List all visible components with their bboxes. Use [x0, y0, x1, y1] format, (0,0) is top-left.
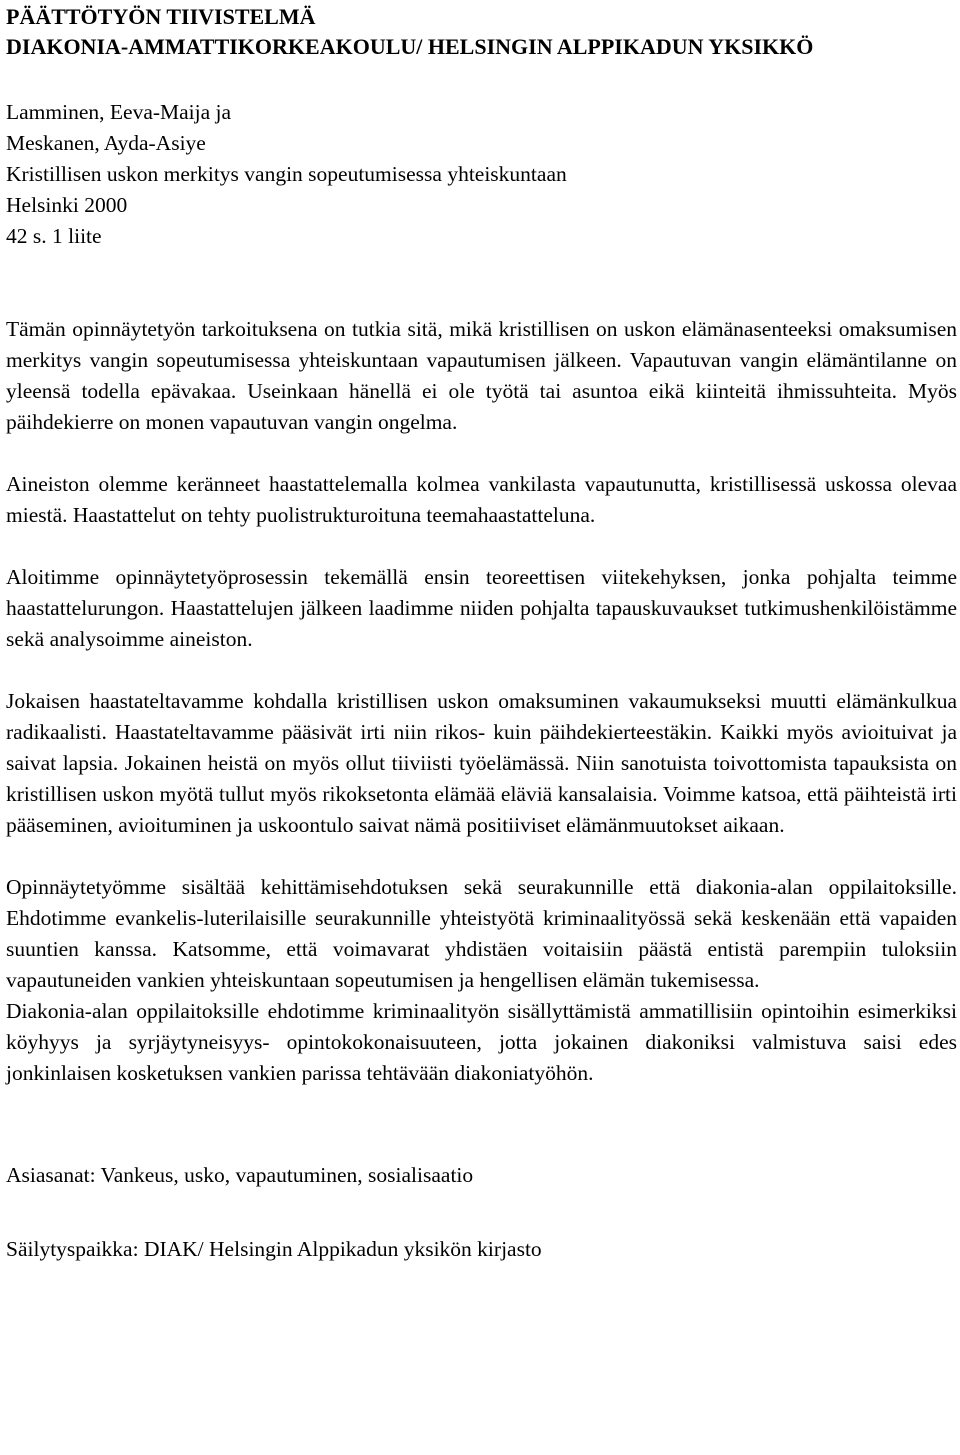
page-count: 42 s. 1 liite: [6, 224, 102, 248]
thesis-metadata: [6, 97, 957, 252]
abstract-paragraph-3: Aloitimme opinnäytetyöprosessin tekemällä ensin teoreettisen viitekehyksen, jonka pohjalta teimme haastattelurungon. Haastattelujen jälkeen laadimme niiden pohjalta tapauskuvaukset tutkimushenkilöistämme sekä analysoimme aineiston.: [6, 565, 957, 651]
heading-line-summary: PÄÄTTÖTYÖN TIIVISTELMÄ: [6, 4, 316, 29]
storage-location: Säilytyspaikka: DIAK/ Helsingin Alppikadun yksikön kirjasto: [6, 1237, 542, 1261]
abstract-paragraph-2: Aineiston olemme keränneet haastattelemalla kolmea vankilasta vapautunutta, kristillisessä uskossa olevaa miestä. Haastattelut on tehty puolistrukturoituna teemahaastatteluna.: [6, 472, 957, 527]
abstract-body: [6, 314, 957, 1089]
keywords: Asiasanat: Vankeus, usko, vapautuminen, sosialisaatio: [6, 1163, 474, 1187]
document-page: [6, 0, 957, 1265]
author-1: Lamminen, Eeva-Maija ja: [6, 100, 232, 124]
abstract-paragraph-1: Tämän opinnäytetyön tarkoituksena on tutkia sitä, mikä kristillisen on uskon elämänasenteeksi omaksumisen merkitys vangin sopeutumisessa yhteiskuntaan vapautumisen jälkeen. Vapautuvan vangin elämäntilanne on yleensä todella epävakaa. Useinkaan hänellä ei ole työtä tai asuntoa eikä kiinteitä ihmissuhteita. Myös päihdekierre on monen vapautuvan vangin ongelma.: [6, 317, 957, 434]
abstract-paragraph-4: Jokaisen haastateltavamme kohdalla kristillisen uskon omaksuminen vakaumukseksi muutti elämänkulkua radikaalisti. Haastateltavamme pääsivät irti niin rikos- kuin päihdekierteestäkin. Kaikki myös avioituivat ja saivat lapsia. Jokainen heistä on myös ollut tiiviisti työelämässä. Niin sanotuista toivottomista tapauksista on kristillisen uskon myötä tullut myös rikoksetonta elämää eläviä kansalaisia. Voimme katsoa, että päihteistä irti pääseminen, avioituminen ja uskoontulo saivat nämä positiiviset elämänmuutokset aikaan.: [6, 689, 957, 837]
place-year: Helsinki 2000: [6, 193, 128, 217]
document-heading: [6, 0, 957, 62]
abstract-paragraph-6: Diakonia-alan oppilaitoksille ehdotimme kriminaalityön sisällyttämistä ammatillisiin opintoihin esimerkiksi köyhyys ja syrjäytyneisyys- opintokokonaisuuteen, jotta jokainen diakoniksi valmistuva saisi edes jonkinlaisen kosketuksen vankien parissa tehtävään diakoniatyöhön.: [6, 999, 957, 1085]
heading-line-institution: DIAKONIA-AMMATTIKORKEAKOULU/ HELSINGIN ALPPIKADUN YKSIKKÖ: [6, 34, 814, 59]
abstract-paragraph-5: Opinnäytetyömme sisältää kehittämisehdotuksen sekä seurakunnille että diakonia-alan oppilaitoksille. Ehdotimme evankelis-luterilaisille seurakunnille yhteistyötä kriminaalityössä sekä keskenään että vapaiden suuntien kanssa. Katsomme, että voimavarat yhdistäen voitaisiin päästä entistä parempiin tuloksiin vapautuneiden vankien yhteiskuntaan sopeutumisen ja hengellisen elämän tukemisessa.: [6, 875, 957, 992]
author-2: Meskanen, Ayda-Asiye: [6, 131, 206, 155]
thesis-title: Kristillisen uskon merkitys vangin sopeutumisessa yhteiskuntaan: [6, 162, 567, 186]
